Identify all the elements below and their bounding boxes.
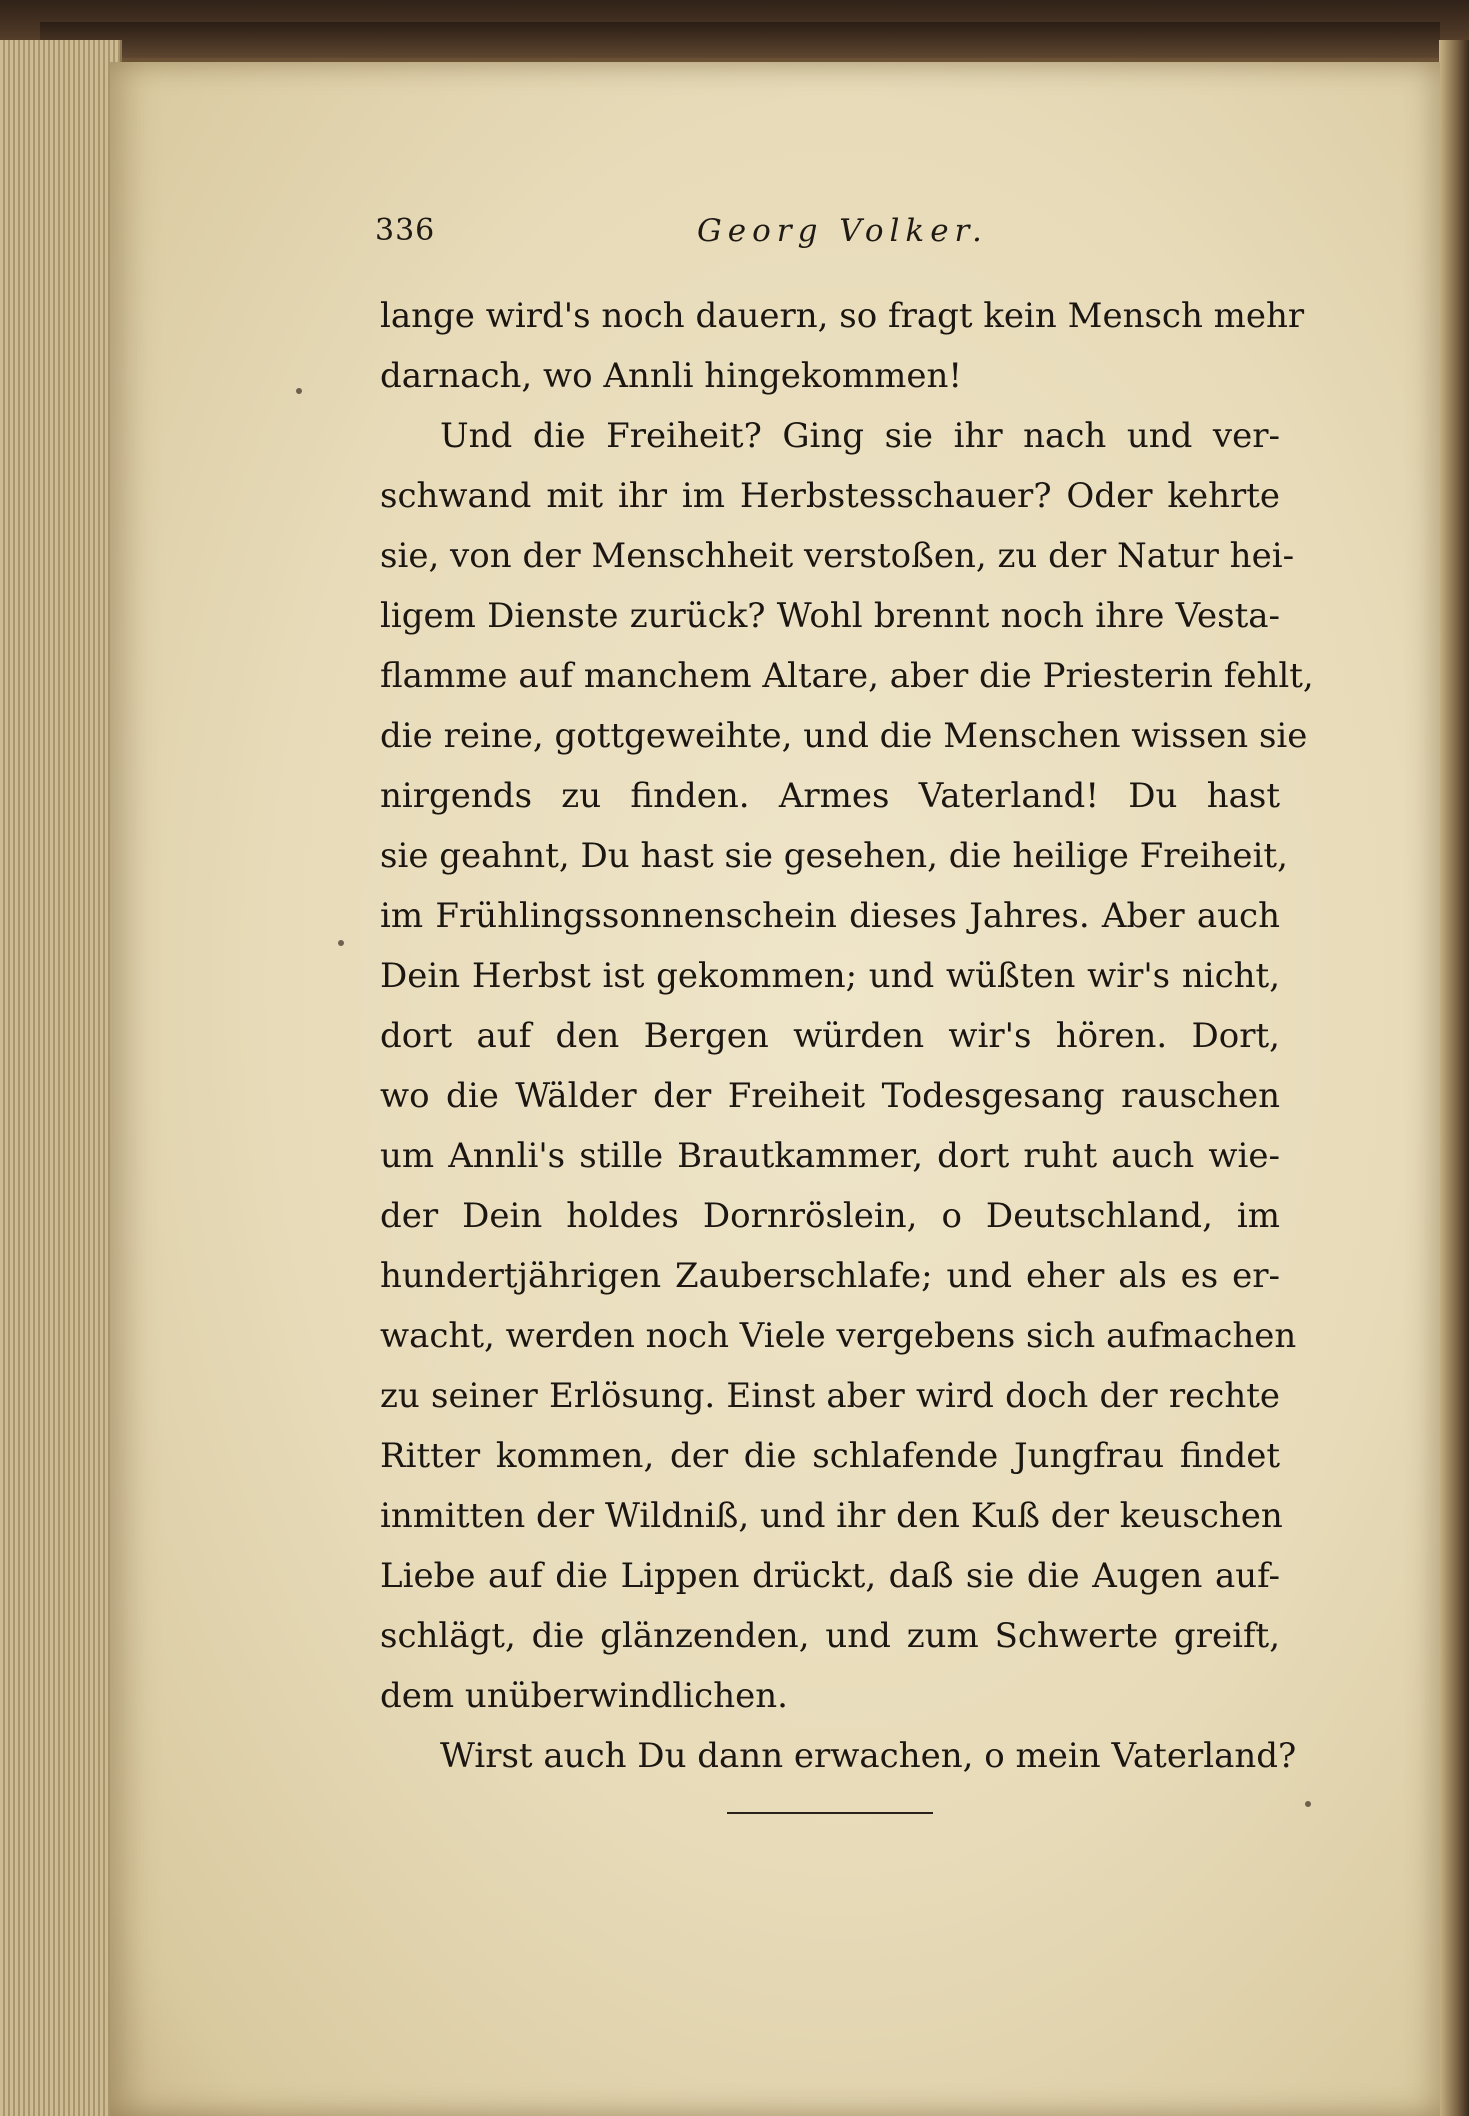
text-line: Liebe auf die Lippen drückt, daß sie die Augen auf- [380, 1556, 1280, 1596]
text-line: dem unüberwindlichen. [380, 1676, 788, 1716]
text-line: wacht, werden noch Viele vergebens sich aufmachen [380, 1316, 1297, 1356]
end-rule-divider [727, 1812, 933, 1814]
text-line: nirgends zu finden. Armes Vaterland! Du hast [380, 776, 1280, 816]
text-line: inmitten der Wildniß, und ihr den Kuß der keuschen [380, 1496, 1283, 1536]
text-line: Dein Herbst ist gekommen; und wüßten wir's nicht, [380, 956, 1280, 996]
text-line: hundertjährigen Zauberschlafe; und eher als es er- [380, 1256, 1280, 1296]
text-line: im Frühlingssonnenschein dieses Jahres. Aber auch [380, 896, 1280, 936]
text-line: schwand mit ihr im Herbstesschauer? Oder kehrte [380, 476, 1280, 516]
paper-blemish [296, 388, 302, 394]
text-line: Und die Freiheit? Ging sie ihr nach und ver- [440, 416, 1280, 456]
text-line: um Annli's stille Brautkammer, dort ruht auch wie- [380, 1136, 1280, 1176]
paper-blemish [1305, 1801, 1311, 1807]
page-number: 336 [375, 213, 436, 248]
text-line: ligem Dienste zurück? Wohl brennt noch ihre Vesta- [380, 596, 1280, 636]
text-line: lange wird's noch dauern, so fragt kein Mensch mehr [380, 296, 1305, 336]
paper-blemish [338, 940, 344, 946]
body-text [380, 286, 1314, 1786]
text-line: Ritter kommen, der die schlafende Jungfrau findet [380, 1436, 1280, 1476]
book-binding-edge [1439, 40, 1469, 2116]
text-line: wo die Wälder der Freiheit Todesgesang rauschen [380, 1076, 1280, 1116]
text-line: schlägt, die glänzenden, und zum Schwerte greift, [380, 1616, 1280, 1656]
stacked-page-edges [0, 40, 122, 2116]
text-line: sie, von der Menschheit verstoßen, zu der Natur hei- [380, 536, 1295, 576]
text-line: Wirst auch Du dann erwachen, o mein Vaterland? [440, 1736, 1297, 1776]
text-line: sie geahnt, Du hast sie gesehen, die heilige Freiheit, [380, 836, 1288, 876]
text-line: darnach, wo Annli hingekommen! [380, 356, 963, 396]
text-line: die reine, gottgeweihte, und die Menschen wissen sie [380, 716, 1308, 756]
page-header [375, 213, 1285, 263]
running-title: Georg Volker. [697, 213, 988, 249]
text-line: dort auf den Bergen würden wir's hören. Dort, [380, 1016, 1280, 1056]
text-line: zu seiner Erlösung. Einst aber wird doch der rechte [380, 1376, 1280, 1416]
text-line: der Dein holdes Dornröslein, o Deutschland, im [380, 1196, 1280, 1236]
book-top-edge [40, 22, 1440, 58]
text-line: flamme auf manchem Altare, aber die Priesterin fehlt, [380, 656, 1314, 696]
